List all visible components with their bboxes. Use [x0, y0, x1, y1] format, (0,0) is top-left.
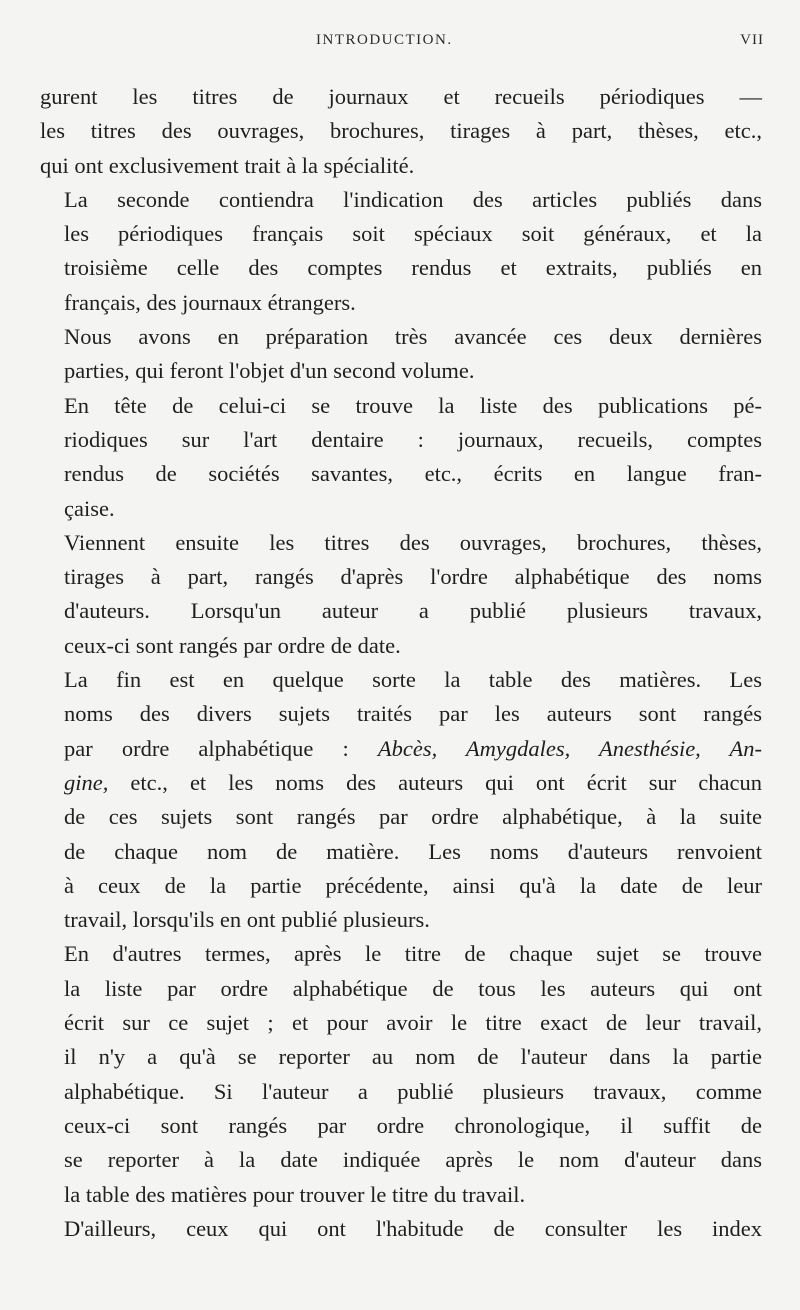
text-line: d'auteurs. Lorsqu'un auteur a publié plusieurs travaux, [64, 598, 762, 624]
text-line: troisième celle des comptes rendus et extraits, publiés en [64, 255, 762, 281]
paragraph [40, 80, 762, 183]
text-line: La seconde contiendra l'indication des articles publiés dans [64, 186, 762, 212]
text-line: se reporter à la date indiquée après le nom d'auteur dans [64, 1147, 762, 1173]
text-line: La fin est en quelque sorte la table des matières. Les [64, 667, 762, 693]
text-line: En tête de celui-ci se trouve la liste des publications pé- [64, 392, 762, 418]
text-line: à ceux de la partie précédente, ainsi qu'à la date de leur [64, 872, 762, 898]
italic-subject-continuation: gine, [64, 769, 109, 795]
text-line: gurent les titres de journaux et recueils périodiques — [40, 84, 762, 109]
text-line: qui ont exclusivement trait à la spécialité. [40, 152, 415, 178]
text-line: la liste par ordre alphabétique de tous les auteurs qui ont [64, 975, 762, 1001]
text-line-with-italic [40, 732, 762, 766]
text-line: de ces sujets sont rangés par ordre alphabétique, à la suite [64, 804, 762, 830]
text-line: ceux-ci sont rangés par ordre de date. [64, 632, 401, 658]
text-line: riodiques sur l'art dentaire : journaux, recueils, comptes [64, 426, 762, 452]
text-line: rendus de sociétés savantes, etc., écrits en langue fran- [64, 461, 762, 487]
paragraph [40, 320, 762, 389]
text-line: de chaque nom de matière. Les noms d'auteurs renvoient [64, 838, 762, 864]
text-line: les périodiques français soit spéciaux soit généraux, et la [64, 221, 762, 247]
paragraph [40, 526, 762, 663]
text-line: il n'y a qu'à se reporter au nom de l'auteur dans la partie [64, 1044, 762, 1070]
text-segment: par ordre alphabétique : [64, 735, 378, 761]
text-line: Viennent ensuite les titres des ouvrages, brochures, thèses, [64, 529, 762, 555]
text-line: parties, qui feront l'objet d'un second volume. [64, 358, 475, 384]
text-line: la table des matières pour trouver le titre du travail. [64, 1181, 526, 1207]
paragraph [40, 1212, 762, 1246]
text-line: travail, lorsqu'ils en ont publié plusieurs. [64, 907, 430, 933]
text-line: alphabétique. Si l'auteur a publié plusieurs travaux, comme [64, 1078, 762, 1104]
paragraph [40, 183, 762, 320]
italic-subject-list: Abcès, Amygdales, Anesthésie, An- [377, 735, 763, 761]
text-line: En d'autres termes, après le titre de chaque sujet se trouve [64, 941, 762, 967]
body-text [40, 80, 762, 1246]
text-line: noms des divers sujets traités par les auteurs sont rangés [64, 701, 762, 727]
text-line: D'ailleurs, ceux qui ont l'habitude de consulter les index [64, 1215, 762, 1241]
text-line: gine, etc., et les noms des auteurs qui ont écrit sur chacun [64, 769, 762, 795]
text-line: français, des journaux étrangers. [64, 289, 356, 315]
paragraph [40, 937, 762, 1211]
text-line: écrit sur ce sujet ; et pour avoir le titre exact de leur travail, [64, 1010, 762, 1036]
running-head: INTRODUCTION. [316, 32, 453, 48]
page-header [0, 26, 800, 60]
paragraph [40, 389, 762, 526]
page-number: VII [740, 32, 764, 48]
text-line: tirages à part, rangés d'après l'ordre alphabétique des noms [64, 564, 762, 590]
text-line: çaise. [64, 495, 115, 521]
text-line: ceux-ci sont rangés par ordre chronologique, il suffit de [64, 1112, 762, 1138]
text-line: Nous avons en préparation très avancée ces deux dernières [64, 324, 762, 350]
text-line: les titres des ouvrages, brochures, tirages à part, thèses, etc., [40, 118, 762, 144]
paragraph [40, 663, 762, 937]
